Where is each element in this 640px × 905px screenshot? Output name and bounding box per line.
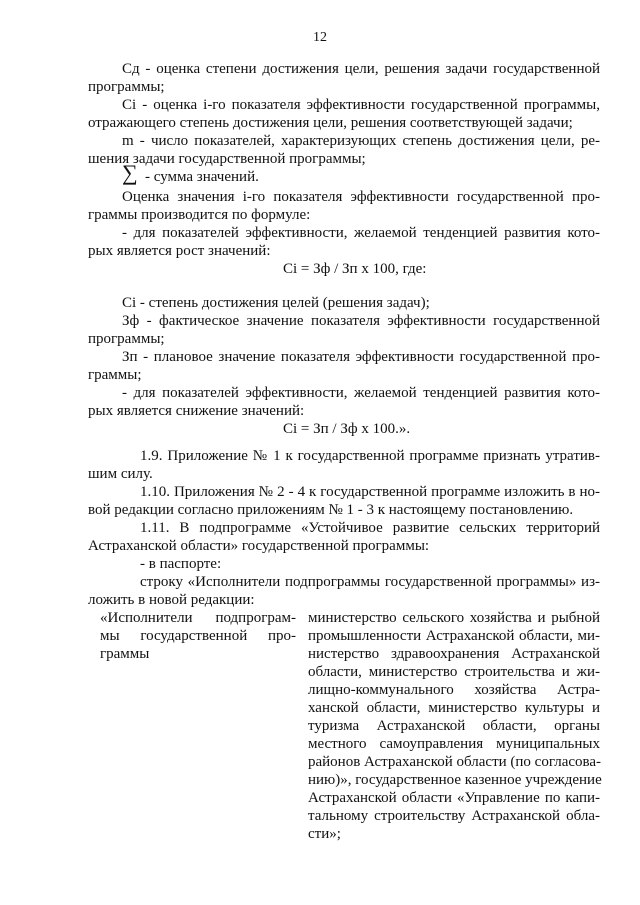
text-line: 1.11. В подпрограмме «Устойчивое развитие сельских территорий (140, 520, 600, 536)
formula: Ci = Зп / Зф х 100.». (283, 421, 411, 437)
text-line: Зф - фактическое значение показателя эффективности государственной (122, 313, 600, 329)
table-left-cell (100, 609, 296, 663)
table-right-line: ханской области, министерство культуры и (308, 700, 600, 716)
table-right-line: нистерство здравоохранения Астраханской (308, 646, 600, 662)
text-line: Ci - оценка i-го показателя эффективности государственной программы, (122, 97, 600, 113)
text-line: строку «Исполнители подпрограммы государственной программы» из- (140, 574, 600, 590)
table-left-line: мы государственной про- (100, 628, 296, 644)
table-right-line: туризма Астраханской области, органы (308, 718, 600, 734)
text-line: Астраханской области» государственной программы: (88, 538, 430, 554)
text-line: граммы; (88, 367, 142, 383)
text-line: шим силу. (88, 466, 153, 482)
text-line: программы; (88, 79, 165, 95)
text-line: отражающего степень достижения цели, решения соответствующей задачи; (88, 115, 573, 131)
table-left-line: граммы (100, 646, 150, 662)
text-line: - в паспорте: (140, 556, 222, 572)
text-line: граммы производится по формуле: (88, 207, 311, 223)
text-line: - для показателей эффективности, желаемой тенденцией развития кото- (122, 385, 600, 401)
table-right-line: области, министерство строительства и жи- (308, 664, 600, 680)
text-line: 1.9. Приложение № 1 к государственной программе признать утратив- (140, 448, 600, 464)
text-line: 1.10. Приложения № 2 - 4 к государственной программе изложить в но- (140, 484, 600, 500)
table-right-line: промышленности Астраханской области, ми- (308, 628, 600, 644)
text-line: программы; (88, 331, 165, 347)
table-right-line: районов Астраханской области (по согласова- (308, 754, 602, 770)
text-line: - для показателей эффективности, желаемой тенденцией развития кото- (122, 225, 600, 241)
text-line: - сумма значений. (145, 169, 259, 185)
text-line: ложить в новой редакции: (88, 592, 255, 608)
table-left-line: «Исполнители подпрограм- (100, 610, 296, 626)
table-right-line: тальному строительству Астраханской обла- (308, 808, 600, 824)
table-right-line: министерство сельского хозяйства и рыбной (308, 610, 600, 626)
text-line: m - число показателей, характеризующих степень достижения цели, ре- (122, 133, 600, 149)
table-right-line: местного самоуправления муниципальных (308, 736, 600, 752)
page-number: 12 (313, 30, 327, 45)
table-right-line: лищно-коммунального хозяйства Астра- (308, 682, 600, 698)
text-line: рых является снижение значений: (88, 403, 305, 419)
text-line: Cд - оценка степени достижения цели, решения задачи государственной (122, 61, 600, 77)
table-right-line: Астраханской области «Управление по капи- (308, 790, 600, 806)
formula: Ci = Зф / Зп х 100, где: (283, 261, 427, 277)
text-line: рых является рост значений: (88, 243, 271, 259)
table-right-line: сти»; (308, 826, 341, 842)
sigma-symbol: ∑ (122, 160, 138, 185)
table-right-line: нию)», государственное казенное учреждение (308, 772, 602, 788)
text-line: Зп - плановое значение показателя эффективности государственной про- (122, 349, 600, 365)
text-line: Оценка значения i-го показателя эффективности государственной про- (122, 189, 600, 205)
text-line: шения задачи государственной программы; (88, 151, 366, 167)
text-line: Ci - степень достижения целей (решения задач); (122, 295, 430, 311)
table-right-cell (308, 609, 600, 843)
text-line: вой редакции согласно приложениям № 1 - 3 к настоящему постановлению. (88, 502, 574, 518)
